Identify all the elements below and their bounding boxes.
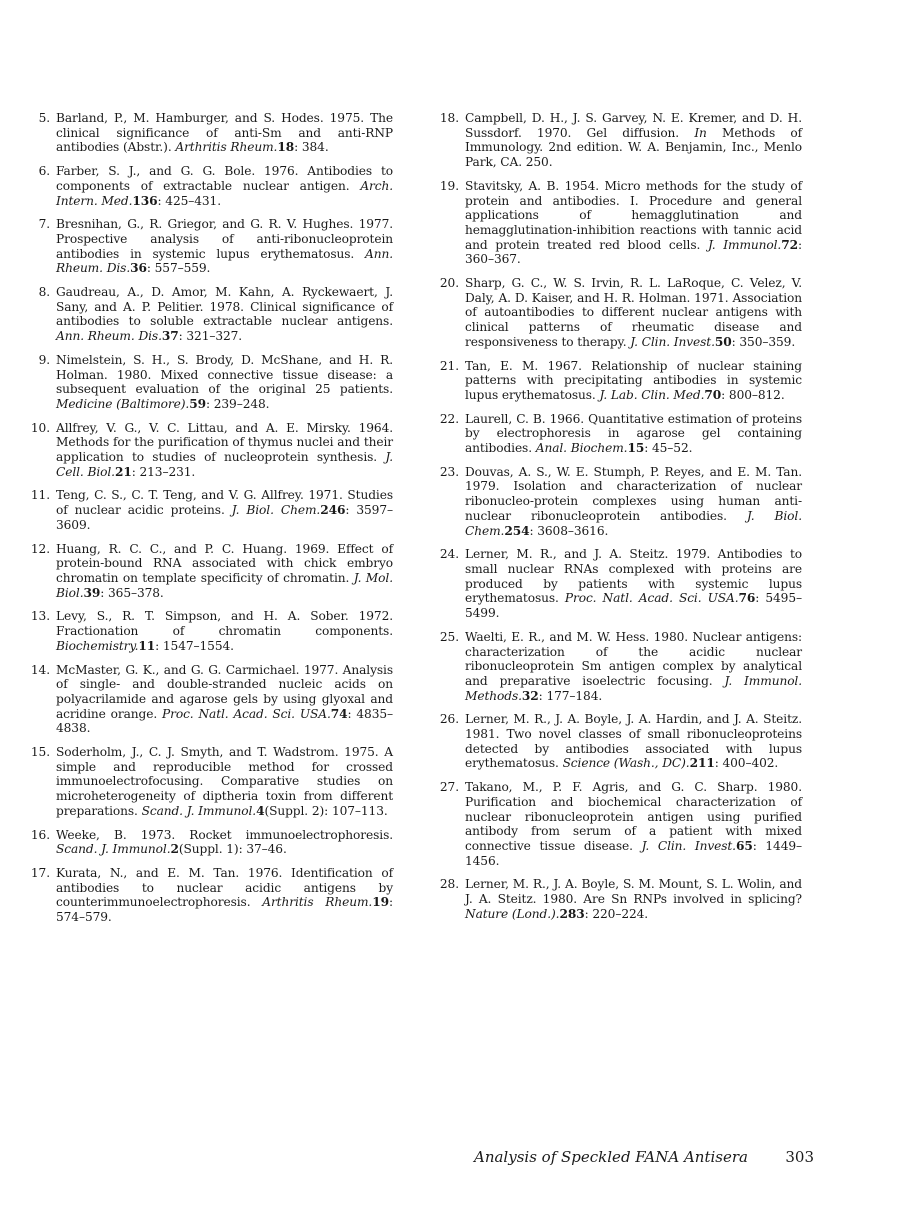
reference-item: [439, 465, 802, 539]
reference-journal: Scand. J. Immunol.: [56, 842, 171, 857]
reference-journal: J. Clin. Invest.: [641, 838, 736, 853]
reference-item: [439, 359, 802, 403]
reference-authors-title: Laurell, C. B. 1966. Quantitative estimation of proteins by electrophoresis in agarose gel containing antibodies.: [465, 411, 802, 456]
reference-journal: J. Immunol.: [707, 237, 782, 252]
reference-authors-title: Waelti, E. R., and M. W. Hess. 1980. Nuclear antigens: characterization of the acidic nuclear ribonucleoprotein Sm antigen complex by analytical and preparative isoelectric focusing.: [465, 629, 802, 688]
reference-volume: 72: [781, 237, 798, 252]
reference-authors-title: Levy, S., R. T. Simpson, and H. A. Sober. 1972. Fractionation of chromatin components.: [56, 609, 393, 639]
reference-authors-title: McMaster, G. K., and G. G. Carmichael. 1977. Analysis of single- and double-stranded nucleic acids on polyacrilamide and agarose gels by using glyoxal and acridine orange.: [56, 662, 393, 721]
reference-journal: J. Immunol. Methods.: [465, 673, 802, 703]
reference-item: [30, 353, 393, 412]
reference-authors-title: Campbell, D. H., J. S. Garvey, N. E. Kremer, and D. H. Sussdorf. 1970. Gel diffusion.: [465, 111, 802, 140]
reference-volume: 15: [627, 441, 645, 456]
reference-pages: : 1547–1554.: [155, 638, 234, 653]
reference-number: 7 .: [30, 217, 50, 232]
reference-item: [30, 745, 393, 819]
reference-volume: 246: [320, 503, 346, 518]
reference-pages: : 350–359.: [731, 334, 796, 349]
reference-pages: : 321–327.: [178, 329, 243, 344]
reference-journal: Science (Wash., DC).: [562, 756, 690, 771]
reference-item: [30, 542, 393, 601]
reference-volume: 254: [504, 523, 530, 538]
reference-number: 28 .: [439, 877, 459, 892]
reference-volume: 11: [138, 638, 156, 653]
reference-number: 25 .: [439, 630, 459, 645]
reference-item: [439, 780, 802, 868]
reference-number: 8 .: [30, 285, 50, 300]
reference-journal: Arthritis Rheum.: [175, 140, 278, 155]
reference-number: 11 .: [30, 488, 50, 503]
reference-pages: : 365–378.: [100, 585, 164, 600]
reference-pages: : 425–431.: [157, 193, 221, 208]
reference-list-right-column: [439, 111, 802, 930]
reference-number: 27 .: [439, 780, 459, 795]
reference-pages: : 400–402.: [714, 756, 779, 771]
reference-journal: Nature (Lond.).: [465, 906, 560, 921]
reference-journal: J. Lab. Clin. Med.: [599, 387, 705, 402]
reference-volume: 50: [714, 334, 732, 349]
reference-journal: J. Clin. Invest.: [630, 334, 715, 349]
reference-item: [30, 285, 393, 344]
reference-authors-title: Sharp, G. C., W. S. Irvin, R. L. LaRoque, C. Velez, V. Daly, A. D. Kaiser, and H. R. Holman. 1971. Association of autoantibodies to different nuclear antigens with clinical patterns of rheumatic disease and responsiveness to therapy.: [465, 276, 802, 349]
reference-item: [439, 412, 802, 456]
reference-volume: 65: [735, 838, 753, 853]
reference-item: [439, 276, 802, 350]
reference-number: 10 .: [30, 421, 50, 436]
reference-item: [30, 866, 393, 925]
reference-number: 20 .: [439, 276, 459, 291]
reference-number: 12 .: [30, 542, 50, 557]
reference-pages: : 3608–3616.: [529, 523, 609, 538]
reference-volume: 36: [130, 261, 147, 276]
page-footer: [474, 1148, 814, 1166]
reference-journal: Proc. Natl. Acad. Sci. USA.: [162, 706, 331, 721]
reference-authors-title: Huang, R. C. C., and P. C. Huang. 1969. Effect of protein-bound RNA associated with chick embryo chromatin on template specificity of chromatin.: [56, 541, 393, 585]
reference-authors-title: Stavitsky, A. B. 1954. Micro methods for the study of protein and antibodies. I. Procedure and general applications of hemagglutination and hemagglutination-inhibition reactions with tannic acid and protein treated red blood cells.: [465, 178, 802, 252]
reference-number: 24 .: [439, 547, 459, 562]
reference-authors-title: Kurata, N., and E. M. Tan. 1976. Identification of antibodies to nuclear acidic antigens by counterimmunoelectrophoresis.: [56, 865, 393, 910]
reference-item: [30, 828, 393, 857]
reference-authors-title: Soderholm, J., C. J. Smyth, and T. Wadstrom. 1975. A simple and reproducible method for crossed immunoelectrofocusing. Comparative studies on microheterogeneity of diptheria toxin from different preparations.: [56, 745, 393, 818]
reference-authors-title: Allfrey, V. G., V. C. Littau, and A. E. Mirsky. 1964. Methods for the purification of thymus nuclei and their application to studies of nucleoprotein synthesis.: [56, 420, 393, 465]
reference-volume: 59: [189, 396, 206, 411]
reference-item: [439, 712, 802, 771]
reference-item: [30, 111, 393, 155]
reference-journal: Ann. Rheum. Dis.: [56, 246, 393, 276]
reference-volume: 76: [738, 591, 756, 606]
reference-item: [30, 609, 393, 653]
reference-volume: 18: [277, 140, 295, 155]
reference-pages: (Suppl. 1): 37–46.: [178, 842, 287, 857]
reference-authors-title: Nimelstein, S. H., S. Brody, D. McShane, and H. R. Holman. 1980. Mixed connective tissue disease: a subsequent evaluation of the original 25 patients.: [56, 352, 393, 397]
reference-pages: : 3597–3609.: [56, 503, 393, 532]
reference-authors-title: Weeke, B. 1973. Rocket immunoelectrophoresis.: [56, 827, 393, 842]
reference-pages: : 4835–4838.: [56, 706, 393, 736]
page-number: 303: [785, 1148, 814, 1166]
reference-item: [439, 111, 802, 170]
reference-journal: Ann. Rheum. Dis.: [56, 329, 162, 344]
reference-pages: : 220–224.: [584, 906, 649, 921]
reference-volume: 39: [83, 585, 101, 600]
reference-volume: 70: [704, 387, 722, 402]
reference-volume: 19: [372, 895, 389, 910]
reference-item: [439, 547, 802, 621]
reference-item: [30, 421, 393, 480]
reference-item: [439, 630, 802, 704]
reference-volume: 74: [330, 706, 348, 721]
reference-authors-title: Bresnihan, G., R. Griegor, and G. R. V. Hughes. 1977. Prospective analysis of anti-ribonucleoprotein antibodies in systemic lupus erythematosus.: [56, 217, 393, 261]
reference-number: 15 .: [30, 745, 50, 760]
running-title: Analysis of Speckled FANA Antisera: [474, 1148, 748, 1166]
reference-pages: : 177–184.: [538, 688, 603, 703]
reference-number: 21 .: [439, 359, 459, 374]
reference-number: 23 .: [439, 465, 459, 480]
reference-number: 6 .: [30, 164, 50, 179]
reference-item: [439, 179, 802, 267]
reference-pages: : 5495–5499.: [465, 591, 802, 621]
reference-item: [30, 488, 393, 532]
reference-journal: J. Mol. Biol.: [56, 570, 393, 600]
reference-pages: : 239–248.: [205, 396, 270, 411]
reference-volume: 283: [559, 906, 585, 921]
reference-journal: J. Cell. Biol.: [56, 450, 393, 479]
reference-number: 19 .: [439, 179, 459, 194]
reference-list-left-column: [30, 111, 393, 934]
reference-number: 16 .: [30, 828, 50, 843]
reference-authors-title: Takano, M., P. F. Agris, and G. C. Sharp. 1980. Purification and biochemical characterization of nuclear ribonucleoprotein antigen using purified antibody from serum of a patient with mixed connective tissue disease.: [465, 780, 802, 853]
reference-journal: Biochemistry.: [56, 638, 139, 653]
reference-authors-title: Teng, C. S., C. T. Teng, and V. G. Allfrey. 1971. Studies of nuclear acidic proteins.: [56, 488, 393, 518]
reference-volume: 37: [161, 329, 179, 344]
reference-pages: : 800–812.: [721, 387, 785, 402]
reference-authors-title: Tan, E. M. 1967. Relationship of nuclear staining patterns with precipitating antibodies in systemic lupus erythematosus.: [465, 358, 802, 402]
reference-authors-title: Barland, P., M. Hamburger, and S. Hodes. 1975. The clinical significance of anti-Sm and anti-RNP antibodies (Abstr.).: [56, 111, 393, 155]
reference-pages: : 557–559.: [146, 261, 211, 276]
reference-journal: Proc. Natl. Acad. Sci. USA.: [564, 591, 739, 606]
reference-pages: : 360–367.: [465, 237, 802, 267]
reference-pages: : 1449–1456.: [465, 838, 803, 868]
reference-volume: 136: [132, 193, 158, 208]
reference-volume: 4: [256, 803, 265, 818]
reference-number: 13 .: [30, 609, 50, 624]
reference-item: [30, 663, 393, 737]
reference-journal: Arch. Intern. Med.: [56, 178, 393, 208]
reference-authors-title: Gaudreau, A., D. Amor, M. Kahn, A. Ryckewaert, J. Sany, and A. P. Pelitier. 1978. Clinical significance of antibodies to soluble extractable nuclear antigens.: [56, 285, 393, 329]
reference-journal: J. Biol. Chem.: [231, 503, 321, 518]
reference-authors-title: Douvas, A. S., W. E. Stumph, P. Reyes, and E. M. Tan. 1979. Isolation and characterization of nuclear ribonucleo-protein complexes using human anti-nuclear ribonucleoprotein antibodies.: [465, 464, 802, 523]
reference-journal: In: [694, 125, 707, 140]
reference-number: 14 .: [30, 663, 50, 678]
reference-journal: Scand. J. Immunol.: [141, 803, 257, 818]
reference-number: 22 .: [439, 412, 459, 427]
reference-number: 26 .: [439, 712, 459, 727]
reference-journal: Arthritis Rheum.: [262, 895, 373, 910]
reference-number: 5 .: [30, 111, 50, 126]
reference-number: 18 .: [439, 111, 459, 126]
reference-volume: 32: [521, 688, 539, 703]
reference-number: 9 .: [30, 353, 50, 368]
reference-pages: : 45–52.: [644, 441, 693, 456]
reference-journal: Anal. Biochem.: [535, 441, 628, 456]
reference-authors-title: Lerner, M. R., J. A. Boyle, J. A. Hardin, and J. A. Steitz. 1981. Two novel classes of small ribonucleoproteins detected by antibodies associated with lupus erythematosus.: [465, 712, 802, 771]
reference-pages: (Suppl. 2): 107–113.: [264, 803, 388, 818]
reference-authors-title: Farber, S. J., and G. G. Bole. 1976. Antibodies to components of extractable nuclear antigen.: [56, 164, 393, 193]
reference-pages: : 574–579.: [56, 895, 393, 925]
reference-pages: : 213–231.: [131, 464, 196, 479]
reference-item: [30, 217, 393, 276]
reference-volume: 211: [689, 756, 715, 771]
reference-authors-title: Lerner, M. R., and J. A. Steitz. 1979. Antibodies to small nuclear RNAs complexed with proteins are produced by patients with systemic lupus erythematosus.: [465, 547, 802, 606]
reference-pages: : 384.: [294, 140, 329, 155]
reference-item: [439, 877, 802, 921]
reference-journal: Medicine (Baltimore).: [56, 396, 190, 411]
reference-item: [30, 164, 393, 208]
reference-volume: 2: [170, 842, 179, 857]
reference-journal: J. Biol. Chem.: [465, 508, 802, 538]
reference-pages: Methods of Immunology. 2nd edition. W. A. Benjamin, Inc., Menlo Park, CA. 250.: [465, 125, 802, 170]
reference-number: 17 .: [30, 866, 50, 881]
reference-authors-title: Lerner, M. R., J. A. Boyle, S. M. Mount, S. L. Wolin, and J. A. Steitz. 1980. Are Sn RNPs involved in splicing?: [465, 877, 802, 907]
reference-volume: 21: [114, 464, 132, 479]
